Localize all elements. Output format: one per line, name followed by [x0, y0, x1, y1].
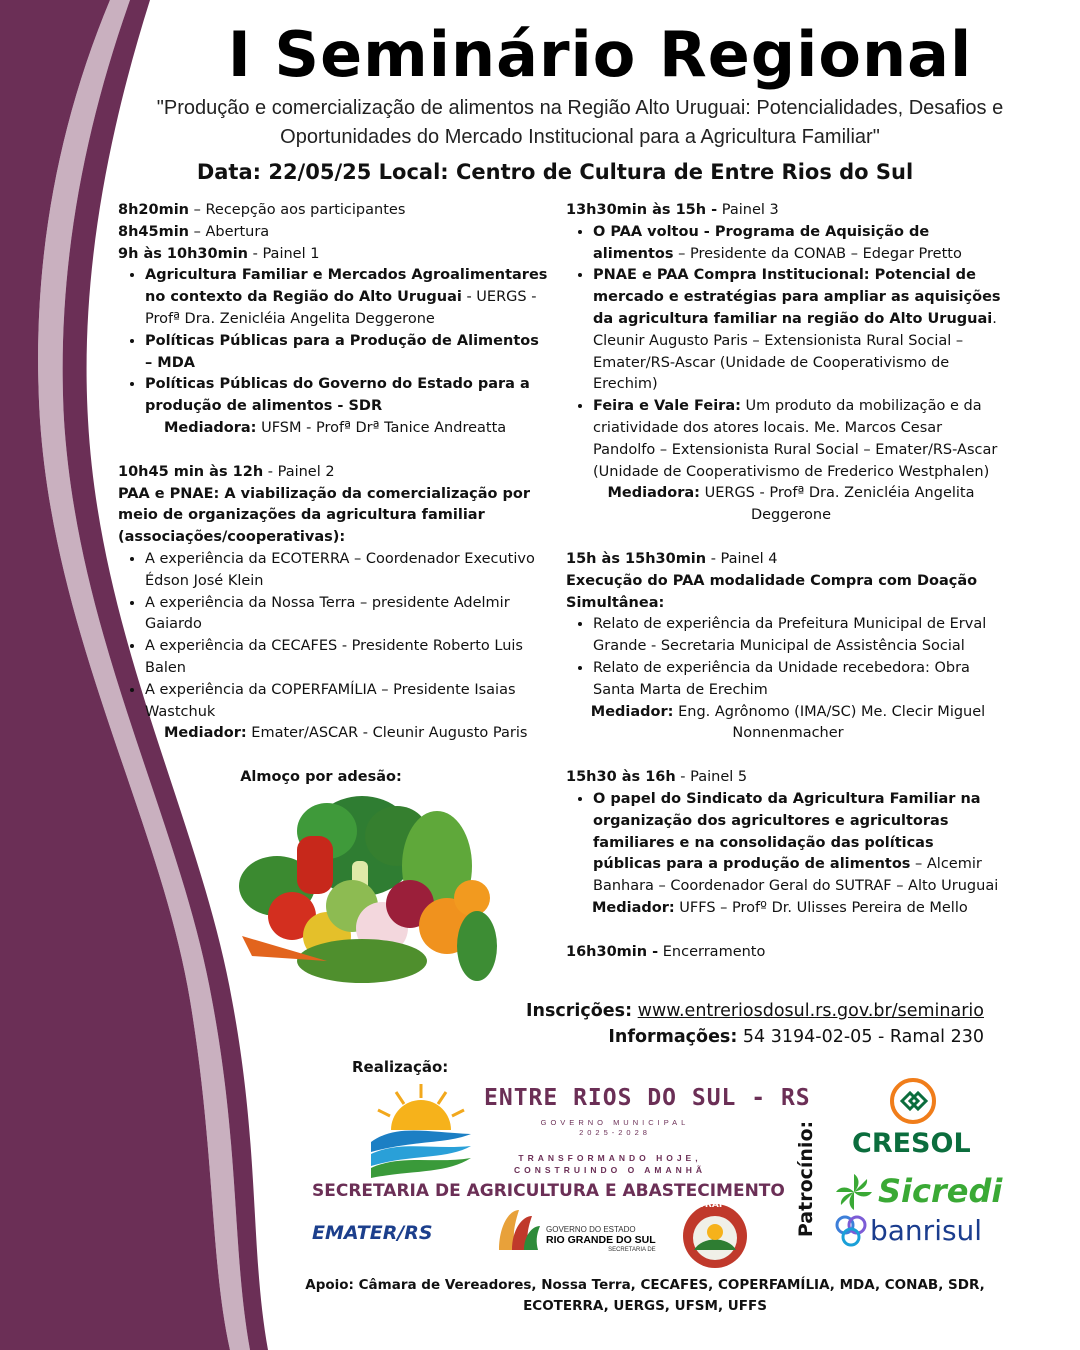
municipality-name: ENTRE RIOS DO SUL - RS	[484, 1085, 811, 1111]
banrisul-logo: banrisul	[870, 1214, 983, 1247]
secretaria-name: SECRETARIA DE AGRICULTURA E ABASTECIMENTO	[312, 1181, 785, 1201]
list-item: • Políticas Públicas para a Produção de Alimentos – MDA	[145, 331, 548, 375]
government-term: GOVERNO MUNICIPAL 2025-2028	[540, 1118, 690, 1137]
schedule-item: 8h45min – Abertura	[118, 223, 270, 240]
cresol-logo-icon	[890, 1078, 936, 1124]
banrisul-logo-icon	[834, 1214, 868, 1248]
list-item: • Relato de experiência da Unidade recebedora: Obra Santa Marta de Erechim	[593, 658, 1006, 702]
apoio-supporters: Apoio: Câmara de Vereadores, Nossa Terra, CECAFES, COPERFAMÍLIA, MDA, CONAB, SDR, ECOTERRA, UERGS, UFSM, UFFS	[305, 1277, 985, 1314]
list-item: • A experiência da CECAFES - Presidente Roberto Luis Balen	[145, 636, 548, 680]
panel-5-list	[566, 789, 1006, 898]
vegetables-illustration	[232, 786, 497, 991]
closing-item: 16h30min - Encerramento	[566, 943, 766, 960]
panel-2-list	[118, 549, 548, 723]
list-item: • O papel do Sindicato da Agricultura Familiar na organização dos agricultores e agricultoras familiares e na consolidação das políticas públicas para a produção de alimentos – Alcemir Banhara – Coordenador Geral do SUTRAF – Alto Uruguai	[593, 789, 1006, 898]
panel-4-heading: 15h às 15h30min - Painel 4	[566, 550, 778, 567]
contact-block	[526, 998, 984, 1050]
panel-1-moderator: Mediadora: UFSM - Profª Drª Tanice Andreatta	[164, 419, 507, 436]
panel-5-moderator: Mediador: UFFS – Profº Dr. Ulisses Pereira de Mello	[592, 899, 968, 916]
list-item: • O PAA voltou - Programa de Aquisição de alimentos – Presidente da CONAB – Edegar Pretto	[593, 222, 1006, 266]
emater-logo: EMATER/RS	[312, 1222, 433, 1244]
list-item: • A experiência da ECOTERRA – Coordenador Executivo Édson José Klein	[145, 549, 548, 593]
date-location: Data: 22/05/25 Local: Centro de Cultura de Entre Rios do Sul	[196, 160, 914, 184]
list-item: • Relato de experiência da Prefeitura Municipal de Erval Grande - Secretaria Municipal de Assistência Social	[593, 614, 1006, 658]
rs-government-logo-icon	[494, 1206, 544, 1250]
panel-1-list	[118, 265, 548, 418]
slogan: TRANSFORMANDO HOJE, CONSTRUINDO O AMANHÃ	[513, 1153, 707, 1175]
list-item: • PNAE e PAA Compra Institucional: Potencial de mercado e estratégias para ampliar as aquisições da agricultura familiar na região do Alto Uruguai. Cleunir Augusto Paris – Extensionista Rural Social – Emater/RS-Ascar (Unidade de Cooperativismo de Erechim)	[593, 265, 1006, 396]
panel-4-list	[566, 614, 1006, 701]
page-title: I Seminário Regional	[227, 18, 973, 91]
list-item: • A experiência da COPERFAMÍLIA – Presidente Isaias Wastchuk	[145, 680, 548, 724]
list-item: • Agricultura Familiar e Mercados Agroalimentares no contexto da Região do Alto Uruguai - UERGS - Profª Dra. Zenicléia Angelita Deggerone	[145, 265, 548, 330]
patrocinio-label: Patrocínio:	[795, 1120, 818, 1238]
cresol-logo: CRESOL	[852, 1128, 971, 1159]
event-theme: "Produção e comercialização de alimentos na Região Alto Uruguai: Potencialidades, Desafios e Oportunidades do Mercado Institucional para a Agricultura Familiar"	[156, 97, 1004, 148]
sicredi-logo: Sicredi	[878, 1172, 1003, 1210]
panel-2-topic: PAA e PNAE: A viabilização da comercialização por meio de organizações da agricultura familiar (associações/cooperativas):	[118, 485, 531, 546]
schedule-left-column	[118, 200, 548, 789]
list-item: • Feira e Vale Feira: Um produto da mobilização e da criatividade dos atores locais. Me. Marcos Cesar Pandolfo – Extensionista Rural Social – Emater/RS-Ascar (Unidade de Cooperativismo de Frederico Westphalen)	[593, 396, 1006, 483]
panel-2-moderator: Mediador: Emater/ASCAR - Cleunir Augusto Paris	[164, 725, 528, 742]
lunch-note: Almoço por adesão:	[240, 769, 402, 786]
list-item: • Políticas Públicas do Governo do Estado para a produção de alimentos - SDR	[145, 374, 548, 418]
panel-3-list	[566, 222, 1006, 484]
rs-government-text: GOVERNO DO ESTADO RIO GRANDE DO SUL SECRETARIA DE	[546, 1225, 656, 1253]
panel-4-topic: Execução do PAA modalidade Compra com Doação Simultânea:	[566, 572, 978, 611]
schedule-item: 8h20min – Recepção aos participantes	[118, 202, 406, 218]
panel-2-heading: 10h45 min às 12h - Painel 2	[118, 463, 335, 480]
panel-1-heading: 9h às 10h30min - Painel 1	[118, 245, 320, 262]
realizacao-label: Realização:	[352, 1058, 449, 1076]
list-item: • A experiência da Nossa Terra – presidente Adelmir Gaiardo	[145, 593, 548, 637]
panel-4-moderator: Mediador: Eng. Agrônomo (IMA/SC) Me. Clecir Miguel Nonnenmacher	[590, 703, 986, 742]
registration-link[interactable]: www.entreriosdosul.rs.gov.br/seminario	[637, 1001, 984, 1021]
sicredi-logo-icon	[834, 1172, 874, 1212]
panel-3-heading: 13h30min às 15h - Painel 3	[566, 202, 779, 218]
info-line: Informações: 54 3194-02-05 - Ramal 230	[608, 1027, 984, 1047]
registration-line: Inscrições: www.entreriosdosul.rs.gov.br/seminario	[526, 1001, 984, 1021]
panel-3-moderator: Mediadora: UERGS - Profª Dra. Zenicléia Angelita Deggerone	[607, 485, 975, 524]
panel-5-heading: 15h30 às 16h - Painel 5	[566, 769, 748, 786]
schedule-right-column	[566, 200, 1006, 964]
sutraf-label: SUTRAF-AU	[685, 1200, 743, 1210]
